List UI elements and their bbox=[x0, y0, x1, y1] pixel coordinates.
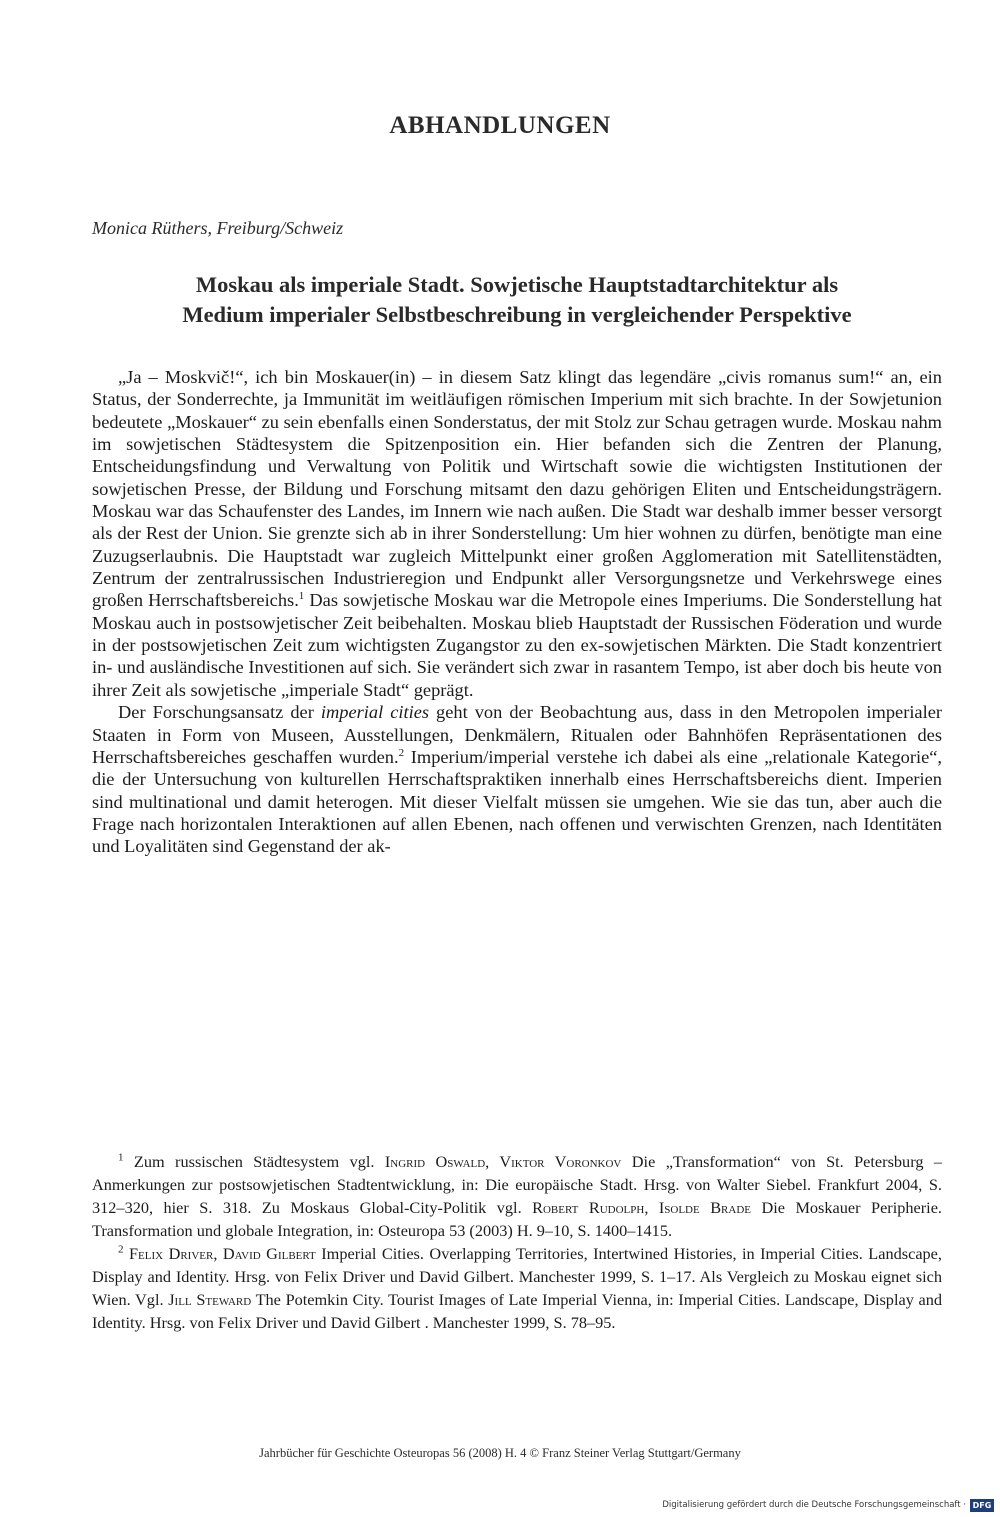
footnote-2-number: 2 bbox=[118, 1243, 124, 1256]
paragraph-2-text-a: Der Forschungsansatz der bbox=[118, 702, 321, 723]
footnote-2-authors-b: Jill Steward bbox=[168, 1290, 252, 1309]
author-line: Monica Rüthers, Freiburg/Schweiz bbox=[92, 218, 344, 238]
footnote-2-authors-a: Felix Driver, David Gilbert bbox=[128, 1244, 316, 1263]
journal-footer: Jahrbücher für Geschichte Osteuropas 56 (2008) H. 4 © Franz Steiner Verlag Stuttgart/Germany bbox=[259, 1446, 741, 1460]
dfg-logo: DFG bbox=[970, 1499, 994, 1512]
title-line-2: Medium imperialer Selbstbeschreibung in vergleichender Perspektive bbox=[182, 302, 852, 327]
footnote-1-authors-b: Robert Rudolph, Isolde Brade bbox=[532, 1198, 751, 1217]
footnote-1-text-b: Die „Transformation“ von St. Petersburg – Anmerkungen zur postsowjetischen Stadtentwicklung, in: Die europäische Stadt. Hrsg. von Walter Siebel. Frankfurt 2004, S. 312–320, hier S. 318. Zu Moskaus Global-City-Politik vgl. bbox=[92, 1152, 942, 1217]
footnote-1 bbox=[92, 1150, 942, 1242]
article-body bbox=[92, 366, 942, 858]
paragraph-2-text-b: geht von der Beobachtung aus, dass in den Metropolen imperialer Staaten in Form von Museen, Ausstellungen, Denkmälern, Ritualen oder Bahnhöfen Repräsentationen des Herrschaftsbereiches geschaffen wurden. bbox=[92, 702, 942, 767]
digitization-note: Digitalisierung gefördert durch die Deutsche Forschungsgemeinschaft · bbox=[662, 1500, 966, 1510]
footnote-1-text-c: Die Moskauer Peripherie. Transformation und globale Integration, in: Osteuropa 53 (2003) H. 9–10, S. 1400–1415. bbox=[92, 1198, 942, 1240]
article-title bbox=[92, 270, 942, 330]
footnote-1-text-a: Zum russischen Städtesystem vgl. bbox=[123, 1152, 385, 1171]
section-heading: ABHANDLUNGEN bbox=[389, 112, 611, 139]
footnote-1-number: 1 bbox=[118, 1151, 124, 1164]
footnote-2-text-a: Imperial Cities. Overlapping Territories, Intertwined Histories, in Imperial Cities. Landscape, Display and Identity. Hrsg. von Felix Driver und David Gilbert. Manchester 1999, S. 1–17. Als Vergleich zu Moskau eignet sich Wien. Vgl. bbox=[92, 1244, 942, 1309]
italic-term: imperial cities bbox=[320, 702, 430, 723]
title-line-1: Moskau als imperiale Stadt. Sowjetische Hauptstadtarchitektur als bbox=[195, 272, 839, 297]
footnote-1-authors-a: Ingrid Oswald, Viktor Voronkov bbox=[384, 1152, 622, 1171]
body-paragraph-1 bbox=[92, 366, 942, 701]
footnotes bbox=[92, 1150, 942, 1334]
paragraph-1-text-a: „Ja – Moskvič!“, ich bin Moskauer(in) – in diesem Satz klingt das legendäre „civis romanus sum!“ an, ein Status, der Sonderrechte, ja Immunität im weitläufigen römischen Imperium mit sich brachte. In der Sowjetunion bedeutete „Moskauer“ zu sein ebenfalls einen Sonderstatus, der mit Stolz zur Schau getragen wurde. Moskau nahm im sowjetischen Städtesystem die Spitzenposition ein. Hier befanden sich die Zentren der Planung, Entscheidungsfindung und Verwaltung von Politik und Wirtschaft sowie die wichtigsten Institutionen der sowjetischen Presse, der Bildung und Forschung mitsamt den dazu gehörigen Eliten und Entscheidungsträgern. Moskau war das Schaufenster des Landes, im Innern wie nach außen. Die Stadt war deshalb immer besser versorgt als der Rest der Union. Sie grenzte sich ab in ihrer Sonderstellung: Um hier wohnen zu dürfen, benötigte man eine Zuzugserlaubnis. Die Hauptstadt war zugleich Mittelpunkt einer großen Agglomeration mit Satellitenstädten, Zentrum der zentralrussischen Industrieregion und Endpunkt aller Versorgungsnetze und Verkehrswege eines großen Herrschaftsbereichs. bbox=[92, 367, 942, 611]
footnote-2-text-b: The Potemkin City. Tourist Images of Late Imperial Vienna, in: Imperial Cities. Landscape, Display and Identity. Hrsg. von Felix Driver und David Gilbert . Manchester 1999, S. 78–95. bbox=[92, 1290, 943, 1332]
paragraph-1-text-b: Das sowjetische Moskau war die Metropole eines Imperiums. Die Sonderstellung hat Moskau auch in postsowjetischer Zeit beibehalten. Moskau blieb Hauptstadt der Russischen Föderation und wurde in der postsowjetischen Zeit zum wichtigsten Zugangstor zu den ex-sowjetischen Märkten. Die Stadt konzentriert in- und ausländische Investitionen auf sich. Sie verändert sich zwar in rasantem Tempo, ist aber doch bis heute von ihrer Zeit als sowjetische „imperiale Stadt“ geprägt. bbox=[92, 590, 943, 700]
footnote-ref-1: 1 bbox=[298, 590, 305, 603]
body-paragraph-2 bbox=[92, 701, 942, 857]
footnote-ref-2: 2 bbox=[398, 746, 405, 759]
paragraph-2-text-c: Imperium/imperial verstehe ich dabei als eine „relationale Kategorie“, die der Untersuchung von kulturellen Herrschaftspraktiken innerhalb eines Herrschaftsbereichs dient. Imperien sind multinational und damit heterogen. Mit dieser Vielfalt müssen sie umgehen. Wie sie das tun, aber auch die Frage nach horizontalen Interaktionen auf allen Ebenen, nach offenen und verwischten Grenzen, nach Identitäten und Loyalitäten sind Gegenstand der ak- bbox=[92, 746, 942, 857]
footnote-2 bbox=[92, 1242, 942, 1334]
